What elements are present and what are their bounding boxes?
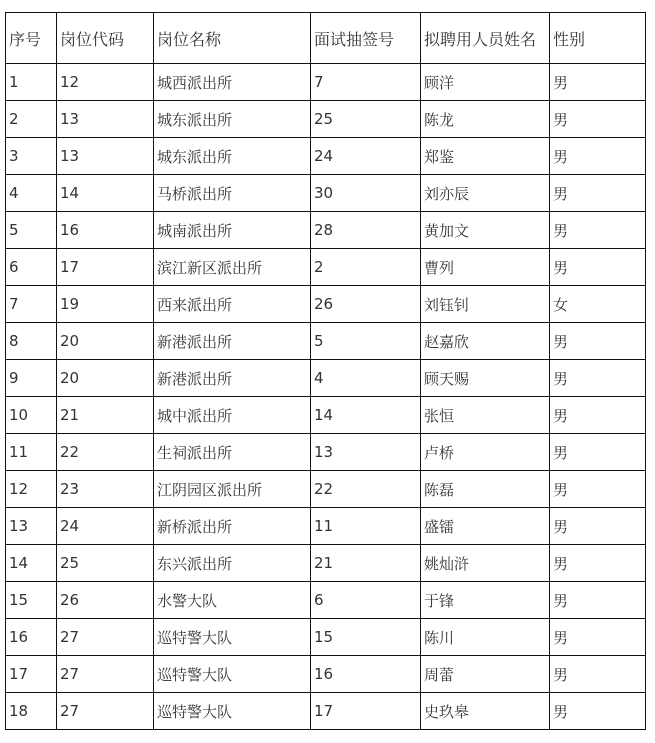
header-gender: 性别	[550, 13, 646, 64]
position-name-cell: 巡特警大队	[154, 656, 311, 693]
interview-lot-number-cell: 6	[311, 582, 421, 619]
table-row	[6, 360, 646, 397]
table-row	[6, 323, 646, 360]
hiree-name-cell: 陈龙	[421, 101, 550, 138]
position-code-cell: 14	[57, 175, 154, 212]
position-name-cell: 城西派出所	[154, 64, 311, 101]
hiree-name-cell: 刘亦辰	[421, 175, 550, 212]
table-row	[6, 582, 646, 619]
interview-lot-number-cell: 4	[311, 360, 421, 397]
position-code-cell: 19	[57, 286, 154, 323]
serial-number-cell: 8	[6, 323, 57, 360]
table-row	[6, 471, 646, 508]
position-code-cell: 27	[57, 656, 154, 693]
position-name-cell: 新桥派出所	[154, 508, 311, 545]
gender-cell: 男	[550, 101, 646, 138]
position-code-cell: 21	[57, 397, 154, 434]
position-code-cell: 12	[57, 64, 154, 101]
serial-number-cell: 16	[6, 619, 57, 656]
gender-cell: 男	[550, 656, 646, 693]
hiree-name-cell: 顾洋	[421, 64, 550, 101]
hiree-name-cell: 刘钰钊	[421, 286, 550, 323]
hiree-name-cell: 黄加文	[421, 212, 550, 249]
interview-lot-number-cell: 22	[311, 471, 421, 508]
hiree-name-cell: 顾天赐	[421, 360, 550, 397]
header-position-code: 岗位代码	[57, 13, 154, 64]
gender-cell: 男	[550, 471, 646, 508]
serial-number-cell: 5	[6, 212, 57, 249]
gender-cell: 男	[550, 138, 646, 175]
interview-lot-number-cell: 11	[311, 508, 421, 545]
gender-cell: 男	[550, 619, 646, 656]
position-name-cell: 江阴园区派出所	[154, 471, 311, 508]
table-row	[6, 286, 646, 323]
gender-cell: 男	[550, 397, 646, 434]
serial-number-cell: 9	[6, 360, 57, 397]
hiree-name-cell: 赵嘉欣	[421, 323, 550, 360]
header-hiree-name: 拟聘用人员姓名	[421, 13, 550, 64]
table-row	[6, 619, 646, 656]
position-code-cell: 20	[57, 323, 154, 360]
position-name-cell: 新港派出所	[154, 360, 311, 397]
interview-lot-number-cell: 26	[311, 286, 421, 323]
table-row	[6, 397, 646, 434]
header-position-name: 岗位名称	[154, 13, 311, 64]
serial-number-cell: 12	[6, 471, 57, 508]
recruitment-table	[5, 12, 646, 730]
table-row	[6, 212, 646, 249]
hiree-name-cell: 盛镭	[421, 508, 550, 545]
hiree-name-cell: 陈川	[421, 619, 550, 656]
table-row	[6, 508, 646, 545]
gender-cell: 男	[550, 582, 646, 619]
position-code-cell: 16	[57, 212, 154, 249]
hiree-name-cell: 周蕾	[421, 656, 550, 693]
position-code-cell: 27	[57, 693, 154, 730]
table-row	[6, 175, 646, 212]
position-code-cell: 27	[57, 619, 154, 656]
position-name-cell: 马桥派出所	[154, 175, 311, 212]
interview-lot-number-cell: 5	[311, 323, 421, 360]
interview-lot-number-cell: 25	[311, 101, 421, 138]
gender-cell: 男	[550, 434, 646, 471]
position-code-cell: 17	[57, 249, 154, 286]
interview-lot-number-cell: 16	[311, 656, 421, 693]
interview-lot-number-cell: 17	[311, 693, 421, 730]
header-row	[6, 13, 646, 64]
serial-number-cell: 13	[6, 508, 57, 545]
interview-lot-number-cell: 30	[311, 175, 421, 212]
gender-cell: 男	[550, 323, 646, 360]
position-name-cell: 巡特警大队	[154, 619, 311, 656]
header-interview-lot-number: 面试抽签号	[311, 13, 421, 64]
hiree-name-cell: 张恒	[421, 397, 550, 434]
position-code-cell: 13	[57, 138, 154, 175]
gender-cell: 男	[550, 64, 646, 101]
table-row	[6, 64, 646, 101]
gender-cell: 男	[550, 508, 646, 545]
serial-number-cell: 18	[6, 693, 57, 730]
serial-number-cell: 6	[6, 249, 57, 286]
gender-cell: 男	[550, 249, 646, 286]
position-name-cell: 滨江新区派出所	[154, 249, 311, 286]
gender-cell: 女	[550, 286, 646, 323]
serial-number-cell: 4	[6, 175, 57, 212]
position-name-cell: 水警大队	[154, 582, 311, 619]
interview-lot-number-cell: 28	[311, 212, 421, 249]
position-name-cell: 西来派出所	[154, 286, 311, 323]
hiree-name-cell: 卢桥	[421, 434, 550, 471]
gender-cell: 男	[550, 175, 646, 212]
interview-lot-number-cell: 21	[311, 545, 421, 582]
position-code-cell: 23	[57, 471, 154, 508]
gender-cell: 男	[550, 212, 646, 249]
serial-number-cell: 14	[6, 545, 57, 582]
serial-number-cell: 11	[6, 434, 57, 471]
hiree-name-cell: 史玖皋	[421, 693, 550, 730]
gender-cell: 男	[550, 693, 646, 730]
serial-number-cell: 1	[6, 64, 57, 101]
position-name-cell: 巡特警大队	[154, 693, 311, 730]
serial-number-cell: 10	[6, 397, 57, 434]
table-header	[6, 13, 646, 64]
hiree-name-cell: 姚灿浒	[421, 545, 550, 582]
position-code-cell: 13	[57, 101, 154, 138]
hiree-name-cell: 郑鉴	[421, 138, 550, 175]
position-name-cell: 城东派出所	[154, 101, 311, 138]
interview-lot-number-cell: 2	[311, 249, 421, 286]
table-row	[6, 545, 646, 582]
position-name-cell: 城南派出所	[154, 212, 311, 249]
interview-lot-number-cell: 15	[311, 619, 421, 656]
gender-cell: 男	[550, 545, 646, 582]
serial-number-cell: 17	[6, 656, 57, 693]
position-code-cell: 20	[57, 360, 154, 397]
header-serial-number: 序号	[6, 13, 57, 64]
serial-number-cell: 2	[6, 101, 57, 138]
hiree-name-cell: 陈磊	[421, 471, 550, 508]
position-code-cell: 25	[57, 545, 154, 582]
interview-lot-number-cell: 14	[311, 397, 421, 434]
table-row	[6, 249, 646, 286]
serial-number-cell: 7	[6, 286, 57, 323]
position-name-cell: 生祠派出所	[154, 434, 311, 471]
position-code-cell: 24	[57, 508, 154, 545]
interview-lot-number-cell: 7	[311, 64, 421, 101]
interview-lot-number-cell: 24	[311, 138, 421, 175]
serial-number-cell: 15	[6, 582, 57, 619]
interview-lot-number-cell: 13	[311, 434, 421, 471]
table-row	[6, 101, 646, 138]
position-name-cell: 城中派出所	[154, 397, 311, 434]
hiree-name-cell: 于锋	[421, 582, 550, 619]
position-code-cell: 26	[57, 582, 154, 619]
table-row	[6, 656, 646, 693]
table-row	[6, 434, 646, 471]
gender-cell: 男	[550, 360, 646, 397]
position-name-cell: 新港派出所	[154, 323, 311, 360]
table-body	[6, 64, 646, 730]
serial-number-cell: 3	[6, 138, 57, 175]
table-row	[6, 138, 646, 175]
position-name-cell: 东兴派出所	[154, 545, 311, 582]
hiree-name-cell: 曹列	[421, 249, 550, 286]
table-row	[6, 693, 646, 730]
position-name-cell: 城东派出所	[154, 138, 311, 175]
position-code-cell: 22	[57, 434, 154, 471]
